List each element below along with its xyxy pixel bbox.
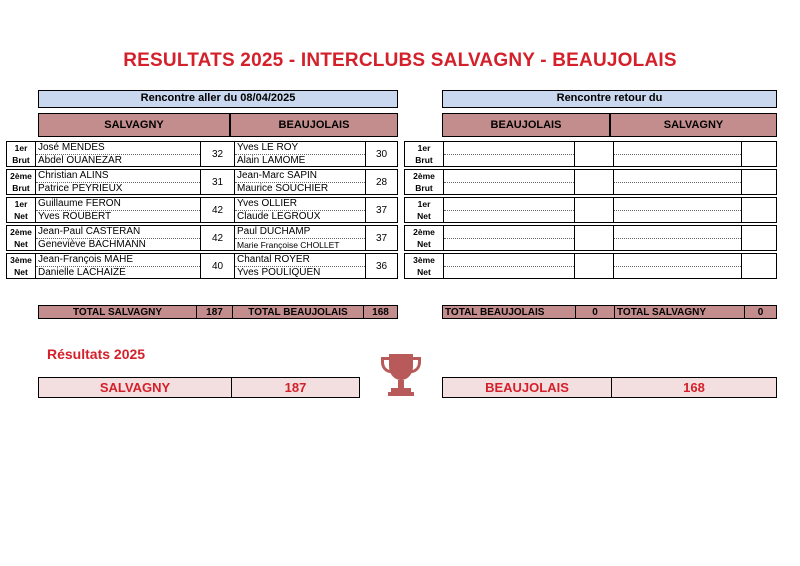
team1-score: 42 xyxy=(201,198,235,222)
rank-label: 1er xyxy=(417,143,431,153)
team2-players xyxy=(235,226,366,250)
team1-players xyxy=(444,170,575,194)
player-name xyxy=(614,226,741,239)
aller-total2-value: 168 xyxy=(372,306,389,318)
row-label xyxy=(405,254,444,278)
player-name xyxy=(444,267,574,279)
retour-row xyxy=(404,169,777,195)
team2-players xyxy=(235,198,366,222)
player-name: José MENDES xyxy=(36,142,200,155)
results-team2-box xyxy=(442,377,777,398)
team2-score xyxy=(742,254,776,278)
team1-score: 32 xyxy=(201,142,235,166)
type-label: Net xyxy=(417,239,431,249)
player-name: Jean-Paul CASTERAN xyxy=(36,226,200,239)
type-label: Net xyxy=(14,267,28,277)
player-name: Patrice PEYRIEUX xyxy=(38,182,123,194)
team2-score: 37 xyxy=(375,204,388,216)
team1-players xyxy=(444,226,575,250)
row-label xyxy=(405,198,444,222)
row-label xyxy=(7,226,36,250)
retour-row xyxy=(404,141,777,167)
team2-players xyxy=(614,254,742,278)
retour-total2-label: TOTAL SALVAGNY xyxy=(615,306,745,318)
team2-players xyxy=(614,170,742,194)
team1-score: 42 xyxy=(201,226,235,250)
player-name xyxy=(444,183,574,195)
team1-score xyxy=(575,142,614,166)
row-label xyxy=(7,198,36,222)
player-name: Geneviève BACHMANN xyxy=(38,238,146,250)
player-name: Danielle LACHAIZE xyxy=(38,266,126,278)
player-name: Jean-François MAHE xyxy=(36,254,200,267)
player-name: Yves OLLIER xyxy=(235,198,365,211)
player-name xyxy=(614,239,741,251)
team1-players xyxy=(36,226,201,250)
type-label: Net xyxy=(417,211,431,221)
retour-header: Rencontre retour du xyxy=(442,90,777,108)
rank-label: 3ème xyxy=(10,255,32,265)
page-title: RESULTATS 2025 - INTERCLUBS SALVAGNY - BEAUJOLAIS xyxy=(123,50,677,71)
team2-score xyxy=(742,170,776,194)
aller-team1-header: SALVAGNY xyxy=(38,113,230,137)
aller-row xyxy=(6,169,398,195)
team2-score: 30 xyxy=(375,148,388,160)
player-name: Jean-Marc SAPIN xyxy=(235,170,365,183)
team1-score xyxy=(575,198,614,222)
player-name xyxy=(444,226,574,239)
aller-row xyxy=(6,197,398,223)
rank-label: 2ème xyxy=(10,227,32,237)
rank-label: 3ème xyxy=(413,255,435,265)
rank-label: 1er xyxy=(417,199,431,209)
player-name xyxy=(614,142,741,155)
retour-total1-label: TOTAL BEAUJOLAIS xyxy=(443,306,576,318)
team2-score: 37 xyxy=(375,232,388,244)
team1-players xyxy=(36,198,201,222)
team1-score: 40 xyxy=(201,254,235,278)
type-label: Brut xyxy=(415,155,433,165)
aller-total2-label: TOTAL BEAUJOLAIS xyxy=(233,306,364,318)
row-label xyxy=(7,254,36,278)
type-label: Net xyxy=(14,239,28,249)
aller-total1-label: TOTAL SALVAGNY xyxy=(39,306,197,318)
player-name: Guillaume FERON xyxy=(36,198,200,211)
player-name xyxy=(614,198,741,211)
rank-label: 1er xyxy=(14,199,28,209)
team1-players xyxy=(36,142,201,166)
aller-header: Rencontre aller du 08/04/2025 xyxy=(38,90,398,108)
team2-players xyxy=(614,226,742,250)
row-label xyxy=(7,170,36,194)
team2-players xyxy=(614,198,742,222)
team2-players xyxy=(614,142,742,166)
team1-score xyxy=(575,226,614,250)
player-name: Paul DUCHAMP xyxy=(235,226,365,239)
aller-row xyxy=(6,225,398,251)
results-score1: 187 xyxy=(284,380,307,395)
aller-row xyxy=(6,141,398,167)
type-label: Brut xyxy=(12,183,30,193)
type-label: Brut xyxy=(415,183,433,193)
team1-players xyxy=(36,170,201,194)
team2-players xyxy=(235,170,366,194)
player-name xyxy=(614,183,741,195)
team2-score xyxy=(742,198,776,222)
results-score2: 168 xyxy=(683,380,705,395)
player-name: Abdel OUANEZAR xyxy=(38,154,122,166)
rank-label: 2ème xyxy=(413,227,435,237)
player-name xyxy=(444,142,574,155)
results-team1-box xyxy=(38,377,360,398)
retour-team1-header: BEAUJOLAIS xyxy=(442,113,610,137)
team1-players xyxy=(444,198,575,222)
retour-team2-header: SALVAGNY xyxy=(610,113,777,137)
row-label xyxy=(405,142,444,166)
player-name xyxy=(444,211,574,223)
aller-totals xyxy=(38,305,398,319)
player-name: Marie Françoise CHOLLET xyxy=(237,239,340,250)
player-name: Alain LAMOME xyxy=(237,154,306,166)
rank-label: 2ème xyxy=(413,171,435,181)
player-name xyxy=(614,254,741,267)
player-name xyxy=(444,170,574,183)
retour-totals xyxy=(442,305,777,319)
retour-row xyxy=(404,225,777,251)
player-name xyxy=(444,155,574,167)
aller-team2-header: BEAUJOLAIS xyxy=(230,113,398,137)
rank-label: 1er xyxy=(14,143,28,153)
player-name xyxy=(614,267,741,279)
results-team2: BEAUJOLAIS xyxy=(443,378,612,397)
team2-score: 28 xyxy=(375,176,388,188)
team1-score xyxy=(575,170,614,194)
retour-row xyxy=(404,197,777,223)
team2-score xyxy=(742,226,776,250)
team1-score: 31 xyxy=(201,170,235,194)
team1-players xyxy=(36,254,201,278)
type-label: Net xyxy=(14,211,28,221)
row-label xyxy=(7,142,36,166)
team1-players xyxy=(444,142,575,166)
player-name: Yves POULIQUEN xyxy=(237,266,321,278)
player-name: Claude LEGROUX xyxy=(237,210,321,222)
player-name xyxy=(614,155,741,167)
retour-row xyxy=(404,253,777,279)
aller-total1-value: 187 xyxy=(197,306,233,318)
player-name xyxy=(614,170,741,183)
rank-label: 2ème xyxy=(10,171,32,181)
team2-players xyxy=(235,254,366,278)
retour-total1-value: 0 xyxy=(576,306,615,318)
team1-score xyxy=(575,254,614,278)
aller-row xyxy=(6,253,398,279)
player-name: Yves ROUBERT xyxy=(38,210,112,222)
retour-total2-value: 0 xyxy=(757,306,764,318)
row-label xyxy=(405,226,444,250)
player-name: Maurice SOUCHIER xyxy=(237,182,329,194)
player-name: Chantal ROYER xyxy=(235,254,365,267)
team2-players xyxy=(235,142,366,166)
results-title: Résultats 2025 xyxy=(47,346,146,362)
team2-score xyxy=(742,142,776,166)
player-name xyxy=(444,254,574,267)
results-team1: SALVAGNY xyxy=(39,378,232,397)
player-name xyxy=(614,211,741,223)
player-name: Yves LE ROY xyxy=(235,142,365,155)
player-name: Christian ALINS xyxy=(36,170,200,183)
team2-score: 36 xyxy=(375,260,388,272)
type-label: Brut xyxy=(12,155,30,165)
player-name xyxy=(444,239,574,251)
row-label xyxy=(405,170,444,194)
team1-players xyxy=(444,254,575,278)
player-name xyxy=(444,198,574,211)
type-label: Net xyxy=(417,267,431,277)
trophy-icon xyxy=(376,352,426,398)
